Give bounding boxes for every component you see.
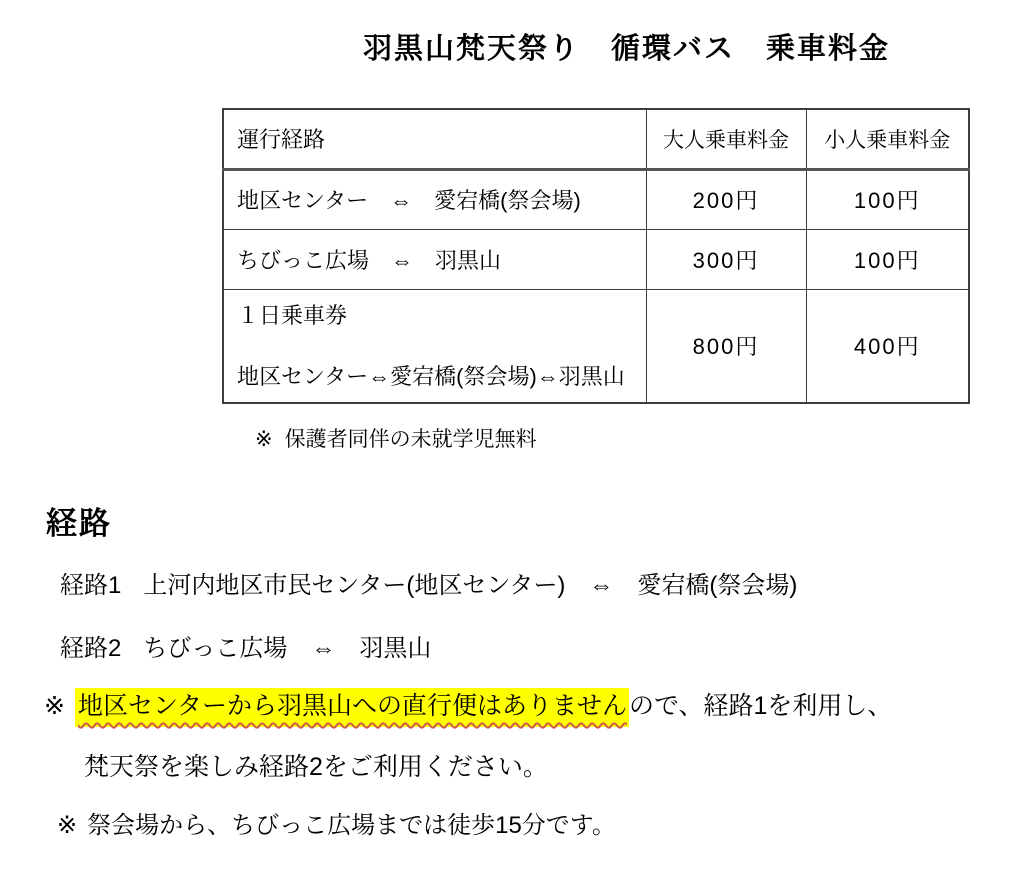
table-row bbox=[223, 169, 969, 229]
table-row bbox=[223, 289, 969, 403]
route2-line bbox=[60, 628, 431, 663]
fare-table-header-row bbox=[223, 109, 969, 169]
route-cell bbox=[223, 289, 646, 403]
adult-fare-cell: 800円 bbox=[646, 289, 806, 403]
walking-time-note-text: 祭会場から、ちびっこ広場までは徒歩15分です。 bbox=[87, 812, 616, 839]
child-fare-cell: 100円 bbox=[806, 229, 969, 289]
highlighted-warning-text: 地区センターから羽黒山への直行便はありません bbox=[75, 688, 629, 727]
free-admission-note bbox=[255, 423, 537, 453]
route2-text: ちびっこ広場 ⇔ 羽黒山 bbox=[143, 635, 432, 662]
route2-label: 経路2 bbox=[60, 635, 122, 662]
header-operating-route: 運行経路 bbox=[223, 109, 646, 169]
route1-line bbox=[60, 565, 797, 600]
header-child-fare: 小人乗車料金 bbox=[806, 109, 969, 169]
route1-text: 上河内地区市民センター(地区センター) ⇔ 愛宕橋(祭会場) bbox=[143, 572, 798, 599]
reference-mark: ※ bbox=[57, 812, 78, 839]
header-adult-fare: 大人乗車料金 bbox=[646, 109, 806, 169]
free-admission-note-text: 保護者同伴の未就学児無料 bbox=[284, 428, 537, 451]
no-direct-bus-note bbox=[44, 686, 892, 722]
table-row bbox=[223, 229, 969, 289]
day-pass-cell-content bbox=[237, 297, 640, 395]
no-direct-bus-note-rest: ので、経路1を利用し、 bbox=[628, 692, 893, 720]
route-cell: 地区センター ⇔ 愛宕橋(祭会場) bbox=[223, 169, 646, 229]
no-direct-bus-note-line2: 梵天祭を楽しみ経路2をご利用ください。 bbox=[84, 753, 548, 781]
route-cell: ちびっこ広場 ⇔ 羽黒山 bbox=[223, 229, 646, 289]
day-pass-label: １日乗車券 bbox=[237, 302, 348, 328]
page-title: 羽黒山梵天祭り 循環バス 乗車料金 bbox=[363, 33, 891, 65]
adult-fare-cell: 300円 bbox=[646, 229, 806, 289]
child-fare-cell: 100円 bbox=[806, 169, 969, 229]
child-fare-cell: 400円 bbox=[806, 289, 969, 403]
adult-fare-cell: 200円 bbox=[646, 169, 806, 229]
day-pass-route: 地区センター⇔愛宕橋(祭会場)⇔羽黒山 bbox=[237, 363, 625, 389]
fare-table bbox=[222, 108, 970, 404]
reference-mark: ※ bbox=[44, 692, 65, 720]
reference-mark: ※ bbox=[255, 428, 273, 451]
walking-time-note bbox=[57, 805, 616, 840]
route1-label: 経路1 bbox=[60, 572, 122, 599]
routes-section-heading: 経路 bbox=[46, 506, 112, 541]
